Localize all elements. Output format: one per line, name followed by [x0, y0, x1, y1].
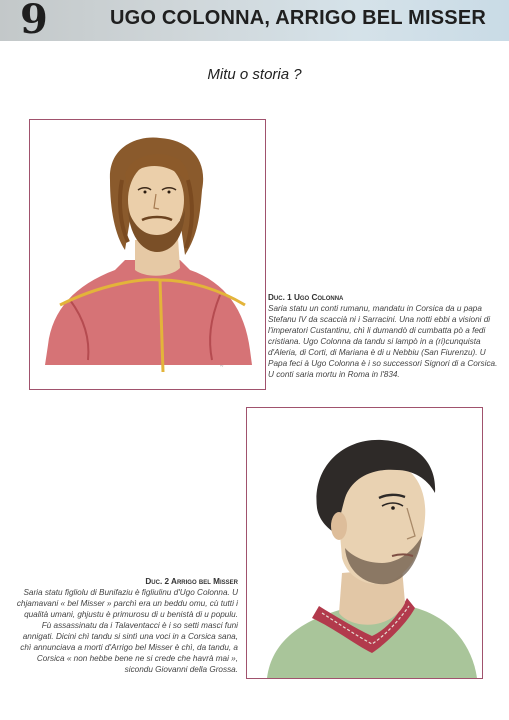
arrigo-bel-misser-illustration	[246, 407, 483, 679]
ugo-colonna-illustration	[29, 119, 266, 390]
document-2-text: Saria statu figliolu di Bunifaziu è figliulinu d'Ugo Colonna. U chjamavani « bel Misser » parchì era un beddu omu, cù tutti i qualità umani, ghjustu è primurosu di u benistà di u populu. Fù assassinatu da i Talaventacci è i so setti masci funi annigati. Dicini chì tandu si sintì una voci in a Corsica sana, chì annunciava a morti d'Arrigo bel Misser è chì, da tandu, a Corsica « non hebbe bene ne si crede che havrà mai », sicondu Giovanni della Grossa.	[16, 588, 238, 674]
document-2-title: Duc. 2 Arrigo bel Misser	[145, 577, 238, 586]
document-1-title: Duc. 1 Ugo Colonna	[268, 293, 344, 302]
chapter-header	[0, 0, 509, 41]
chapter-title: UGO COLONNA, ARRIGO BEL MISSER	[110, 7, 487, 29]
chapter-number: 9	[20, 0, 48, 43]
document-1-caption	[268, 292, 504, 380]
page-subtitle: Mitu o storia ?	[207, 66, 302, 83]
document-1-text: Saria statu un conti rumanu, mandatu in Corsica da u papa Stefanu IV da scaccià ni i Sarracini. Una notti ebbi a visioni di l'imperatori Custantinu, chì li dumandò di cumbatta pò a fedi cristiana. Ugo Colonna da tandu si lampò in a (ri)cunquista d'Aleria, di Corti, di Mariana è di u Nebbiu (San Fiurenzu). U Papa feci à Ugo Colonna è i so successori Signori di a Corsica. U conti saria mortu in Roma in l'834.	[268, 304, 498, 379]
ugo-colonna-drawing	[30, 120, 265, 389]
artist-signature: ~	[220, 364, 224, 370]
arrigo-bel-misser-drawing	[247, 408, 482, 678]
document-2-caption	[14, 576, 238, 675]
